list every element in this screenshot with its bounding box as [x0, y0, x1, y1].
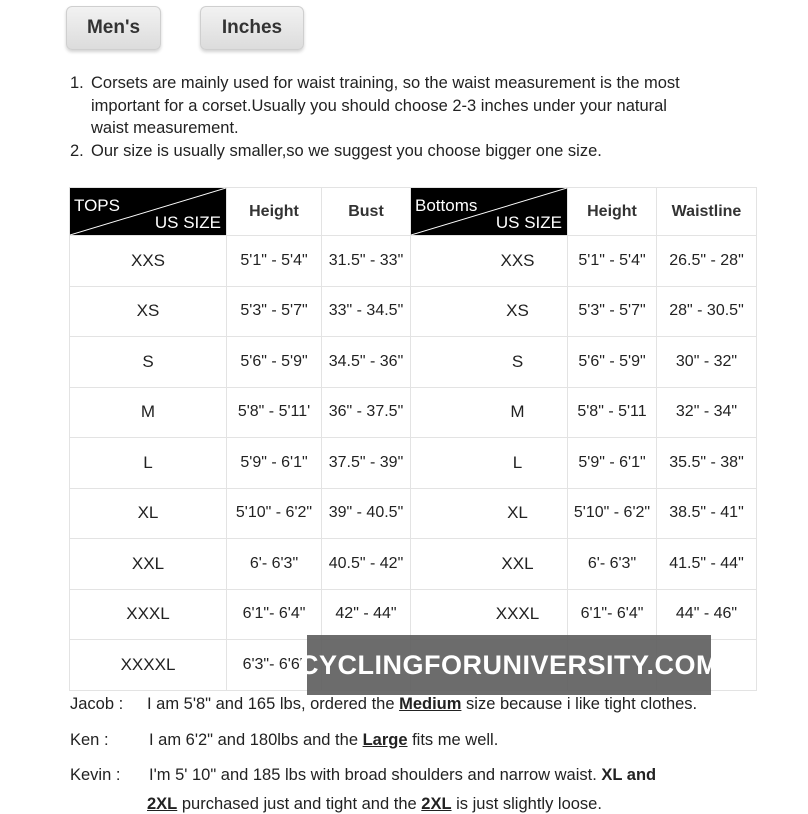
table-header-row: [411, 188, 757, 236]
waistline-range: 28" - 30.5": [657, 286, 757, 337]
height-range: 5'10" - 6'2": [227, 488, 322, 539]
height-range: 6'- 6'3": [568, 539, 657, 590]
size-label: L: [70, 438, 227, 489]
column-header-waistline: Waistline: [657, 188, 757, 236]
height-range: 5'6" - 5'9": [227, 337, 322, 388]
note-text: important for a corset.Usually you should choose 2-3 inches under your natural: [91, 96, 667, 115]
review-jacob: [70, 695, 698, 714]
review-size-highlight: Large: [362, 731, 408, 749]
reviewer-name: Ken :: [70, 731, 109, 749]
waistline-range: 38.5" - 41": [657, 488, 757, 539]
table-row: [411, 236, 757, 287]
review-text: I am 5'8" and 165 lbs, ordered the: [147, 695, 400, 713]
height-range: 5'10" - 6'2": [568, 488, 657, 539]
table-header-row: [70, 188, 411, 236]
height-range: 5'9" - 6'1": [227, 438, 322, 489]
height-range: 5'8" - 5'11: [568, 387, 657, 438]
tops-corner-header: [70, 188, 227, 236]
height-range: 5'8" - 5'11': [227, 387, 322, 438]
size-label: S: [70, 337, 227, 388]
note-number: 1.: [70, 74, 84, 92]
size-label: XXXXL: [70, 640, 227, 691]
watermark-banner: CYCLINGFORUNIVERSITY.COM: [307, 635, 711, 695]
table-row: [70, 488, 411, 539]
bust-range: 36" - 37.5": [322, 387, 411, 438]
table-row: [70, 387, 411, 438]
review-text: purchased just and tight and the: [177, 795, 422, 813]
size-label: XL: [411, 488, 568, 539]
table-row: [70, 589, 411, 640]
size-label: M: [411, 387, 568, 438]
size-notes: [70, 72, 750, 162]
tops-size-table: [69, 187, 411, 691]
review-ken: [70, 731, 499, 750]
bust-range: 40.5" - 42": [322, 539, 411, 590]
review-size-highlight: 2XL: [147, 795, 178, 813]
size-label: XXL: [70, 539, 227, 590]
review-text: I'm 5' 10" and 185 lbs with broad shoulders and narrow waist.: [149, 766, 602, 784]
size-label: XXS: [70, 236, 227, 287]
note-text: Our size is usually smaller,so we suggest you choose bigger one size.: [91, 141, 602, 160]
size-label: XXXL: [411, 589, 568, 640]
table-row: [70, 286, 411, 337]
bottoms-corner-header: [411, 188, 568, 236]
reviewer-name: Kevin :: [70, 766, 121, 784]
height-range: 5'9" - 6'1": [568, 438, 657, 489]
height-range: 6'1"- 6'4": [568, 589, 657, 640]
review-size-highlight: XL and: [601, 766, 657, 784]
waistline-range: 35.5" - 38": [657, 438, 757, 489]
note-1: [70, 72, 750, 140]
reviewer-name: Jacob :: [70, 695, 124, 713]
size-label: XXL: [411, 539, 568, 590]
size-label: XL: [70, 488, 227, 539]
waistline-range: 30" - 32": [657, 337, 757, 388]
bust-range: 33" - 34.5": [322, 286, 411, 337]
review-size-highlight: Medium: [399, 695, 462, 713]
waistline-range: 26.5" - 28": [657, 236, 757, 287]
bust-range: 34.5" - 36": [322, 337, 411, 388]
size-label: XXXL: [70, 589, 227, 640]
review-kevin: [70, 766, 657, 785]
table-row: [70, 539, 411, 590]
note-text: Corsets are mainly used for waist training, so the waist measurement is the most: [91, 74, 680, 92]
table-row: [411, 589, 757, 640]
table-row: [411, 286, 757, 337]
table-row: [411, 387, 757, 438]
table-row: [70, 438, 411, 489]
table-row: [411, 438, 757, 489]
bust-range: 42" - 44": [322, 589, 411, 640]
corner-label-category: Bottoms: [415, 196, 478, 215]
table-row: [411, 539, 757, 590]
height-range: 6'3"- 6'6": [227, 640, 322, 691]
height-range: 5'3" - 5'7": [227, 286, 322, 337]
height-range: 5'1" - 5'4": [568, 236, 657, 287]
inches-button[interactable]: Inches: [200, 6, 304, 50]
corner-label-us-size: US SIZE: [495, 213, 562, 232]
table-row: [411, 337, 757, 388]
height-range: 6'- 6'3": [227, 539, 322, 590]
review-text: I am 6'2" and 180lbs and the: [149, 731, 363, 749]
table-row: [411, 488, 757, 539]
bust-range: 39" - 40.5": [322, 488, 411, 539]
note-text: waist measurement.: [91, 119, 239, 137]
waistline-range: 32" - 34": [657, 387, 757, 438]
table-row: [70, 236, 411, 287]
height-range: 5'6" - 5'9": [568, 337, 657, 388]
bust-range: 37.5" - 39": [322, 438, 411, 489]
size-label: XS: [70, 286, 227, 337]
waistline-range: 41.5" - 44": [657, 539, 757, 590]
review-text: fits me well.: [407, 731, 499, 749]
note-number: 2.: [70, 141, 84, 160]
size-label: XXS: [411, 236, 568, 287]
note-2: [70, 140, 750, 163]
table-row: [70, 337, 411, 388]
review-text: size because i like tight clothes.: [461, 695, 698, 713]
column-header-height: Height: [568, 188, 657, 236]
review-text: is just slightly loose.: [451, 795, 602, 813]
size-label: M: [70, 387, 227, 438]
size-label: XS: [411, 286, 568, 337]
column-header-bust: Bust: [322, 188, 411, 236]
height-range: 5'1" - 5'4": [227, 236, 322, 287]
size-label: S: [411, 337, 568, 388]
column-header-height: Height: [227, 188, 322, 236]
bottoms-size-table: [410, 187, 757, 691]
review-size-highlight: 2XL: [421, 795, 452, 813]
corner-label-us-size: US SIZE: [154, 213, 221, 232]
mens-button[interactable]: Men's: [66, 6, 161, 50]
bust-range: 31.5" - 33": [322, 236, 411, 287]
corner-label-category: TOPS: [74, 196, 120, 215]
height-range: 5'3" - 5'7": [568, 286, 657, 337]
waistline-range: 44" - 46": [657, 589, 757, 640]
height-range: 6'1"- 6'4": [227, 589, 322, 640]
size-label: L: [411, 438, 568, 489]
